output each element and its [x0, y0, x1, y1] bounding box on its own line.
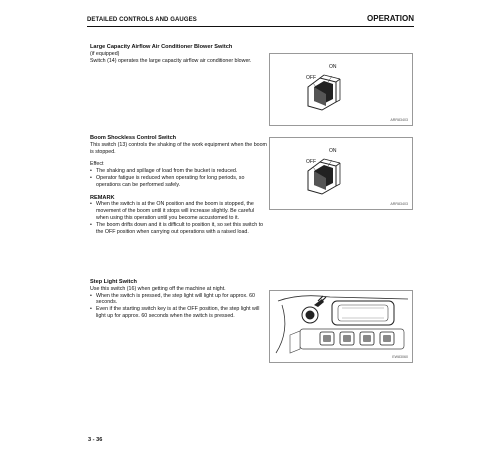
rocker-switch-illustration [270, 138, 412, 209]
off-label: OFF [306, 159, 316, 165]
page-number: 3 - 36 [88, 437, 103, 443]
rocker-switch-illustration [270, 54, 412, 125]
list-item: • The shaking and spillage of load from the bucket is reduced. [90, 168, 268, 175]
chapter-header-label: OPERATION [367, 14, 414, 23]
blower-switch-title: Large Capacity Airflow Air Conditioner Blower Switch [90, 44, 233, 50]
off-label: OFF [306, 75, 316, 81]
list-item: • Even if the starting switch key is at the OFF position, the step light will light up for approx. 60 seconds when the switch is pressed. [90, 306, 268, 320]
step-light-title: Step Light Switch [90, 279, 137, 285]
boom-shockless-section [90, 135, 268, 235]
blower-switch-body: Switch (14) operates the large capacity airflow air conditioner blower. [90, 57, 252, 64]
section-header-label: DETAILED CONTROLS AND GAUGES [87, 17, 197, 23]
step-light-list [90, 293, 268, 320]
blower-switch-subtitle: (if equipped) [90, 50, 120, 57]
step-light-panel-illustration [270, 291, 412, 362]
step-light-body: Use this switch (16) when getting off the machine at night. [90, 285, 226, 292]
list-item: • When the switch is at the ON position and the boom is stopped, the movement of the boom until it stops will increase slightly. Be careful when using this operation until you become accustomed to it. [90, 201, 268, 221]
effect-heading: Effect [90, 161, 104, 168]
boom-shockless-title: Boom Shockless Control Switch [90, 135, 177, 141]
list-item: • The boom drifts down and it is difficult to position it, so set this switch to the OFF position when carrying out operations with a raised load. [90, 222, 268, 236]
remark-heading: REMARK [90, 194, 115, 201]
figure-code: ARR83403 [390, 202, 408, 206]
boom-shockless-body: This switch (13) controls the shaking of the work equipment when the boom is stopped. [90, 141, 267, 155]
on-label: ON [329, 64, 337, 70]
on-label: ON [329, 148, 337, 154]
list-item: • Operator fatigue is reduced when operating for long periods, so operations can be performed safely. [90, 175, 268, 189]
blower-switch-section [90, 44, 268, 64]
blower-switch-figure [269, 53, 413, 126]
list-item: • When the switch is pressed, the step light will light up for approx. 60 seconds. [90, 293, 268, 307]
figure-code: ARR83403 [390, 118, 408, 122]
step-light-section [90, 279, 268, 320]
figure-code: EW83060 [392, 355, 408, 359]
step-light-figure [269, 290, 413, 363]
remark-list [90, 201, 268, 235]
header-rule [87, 26, 414, 27]
effect-list [90, 168, 268, 188]
boom-shockless-figure [269, 137, 413, 210]
